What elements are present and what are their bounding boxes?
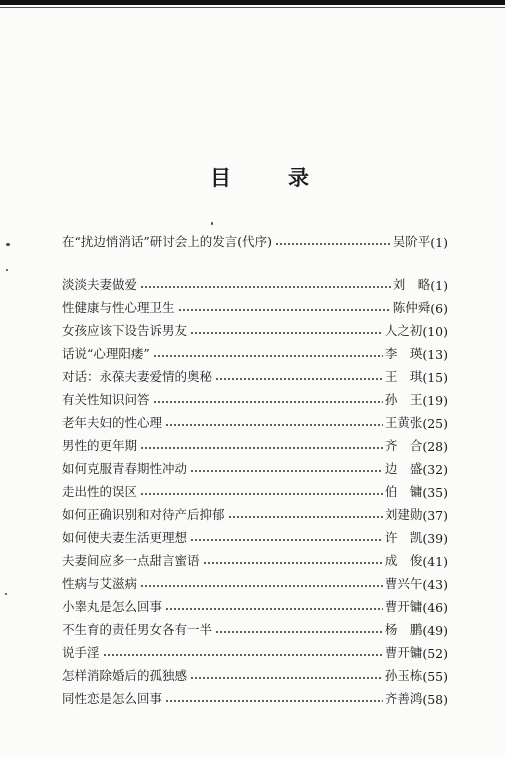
entry-author: 边 盛 xyxy=(384,461,423,476)
leader-dots xyxy=(203,561,383,565)
title-char-1: 目 xyxy=(210,166,232,190)
entry-author: 孙玉栋 xyxy=(384,668,423,683)
toc-entry xyxy=(62,501,448,523)
entry-page: (15) xyxy=(422,370,448,385)
entry-author: 齐 合 xyxy=(384,438,423,453)
toc-entry xyxy=(62,662,448,684)
entry-title: 走出性的误区 xyxy=(62,484,138,499)
toc-entry xyxy=(62,524,448,546)
entry-author: 刘 略 xyxy=(392,277,431,292)
entry-author: 王 琪 xyxy=(384,369,423,384)
entry-page: (32) xyxy=(422,462,448,477)
toc-entry xyxy=(62,317,448,339)
leader-dots xyxy=(275,242,391,246)
entry-title: 怎样消除婚后的孤独感 xyxy=(62,668,188,683)
entry-title: 在“扰边悄消话”研讨会上的发言(代序) xyxy=(62,234,273,249)
entry-title: 夫妻间应多一点甜言蜜语 xyxy=(62,553,200,568)
entry-page: (6) xyxy=(430,301,448,316)
entry-author: 曹兴午 xyxy=(384,576,423,591)
entry-title: 男性的更年期 xyxy=(62,438,138,453)
leader-dots xyxy=(165,607,383,611)
top-border-rule xyxy=(0,0,505,5)
leader-dots xyxy=(153,400,383,404)
scan-speck xyxy=(6,269,8,271)
scan-speck xyxy=(211,222,213,225)
entry-title: 不生育的责任男女各有一半 xyxy=(62,622,213,637)
entry-title: 小睾丸是怎么回事 xyxy=(62,599,163,614)
leader-dots xyxy=(190,331,383,335)
entry-title: 有关性知识问答 xyxy=(62,392,150,407)
toc-entry xyxy=(62,294,448,316)
entry-page: (49) xyxy=(422,623,448,638)
leader-dots xyxy=(190,538,383,542)
entry-page: (25) xyxy=(422,416,448,431)
entry-page: (1) xyxy=(430,278,448,293)
leader-dots xyxy=(140,584,383,588)
toc-entry xyxy=(62,432,448,454)
toc-entry xyxy=(62,639,448,661)
leader-dots xyxy=(190,469,383,473)
entry-author: 陈仲舜 xyxy=(392,300,431,315)
leader-dots xyxy=(140,446,383,450)
scan-speck xyxy=(6,243,10,246)
entry-author: 杨 鹏 xyxy=(384,622,423,637)
leader-dots xyxy=(215,630,383,634)
entry-page: (58) xyxy=(422,692,448,707)
entry-title: 性健康与性心理卫生 xyxy=(62,300,175,315)
entry-author: 成 俊 xyxy=(384,553,423,568)
leader-dots xyxy=(215,377,383,381)
entry-page: (55) xyxy=(422,669,448,684)
entry-title: 女孩应该下设告诉男友 xyxy=(62,323,188,338)
toc-entry xyxy=(62,593,448,615)
leader-dots xyxy=(165,423,383,427)
entry-title: 淡淡夫妻做爱 xyxy=(62,277,138,292)
entry-author: 孙 王 xyxy=(384,392,423,407)
entry-page: (35) xyxy=(422,485,448,500)
entry-title: 同性恋是怎么回事 xyxy=(62,691,163,706)
entry-title: 如何使夫妻生活更理想 xyxy=(62,530,188,545)
toc-entry xyxy=(62,478,448,500)
entry-author: 伯 镛 xyxy=(384,484,423,499)
entry-author: 曹开镛 xyxy=(384,599,423,614)
title-char-2: 录 xyxy=(288,166,310,190)
entry-title: 性病与艾滋病 xyxy=(62,576,138,591)
entry-title: 说手淫 xyxy=(62,645,100,660)
entry-page: (10) xyxy=(422,324,448,339)
entry-author: 王黄张 xyxy=(384,415,423,430)
entry-page: (13) xyxy=(422,347,448,362)
leader-dots xyxy=(178,308,391,312)
entry-page: (46) xyxy=(422,600,448,615)
entry-title: 话说“心理阳痿” xyxy=(62,346,150,361)
leader-dots xyxy=(140,285,391,289)
entry-page: (52) xyxy=(422,646,448,661)
entry-title: 对话：永葆夫妻爱情的奥秘 xyxy=(62,369,213,384)
entry-author: 李 瑛 xyxy=(384,346,423,361)
leader-dots xyxy=(153,354,383,358)
entry-author: 吴阶平 xyxy=(392,234,431,249)
entry-title: 如何正确识别和对待产后抑郁 xyxy=(62,507,225,522)
toc-entry xyxy=(62,386,448,408)
toc-entry xyxy=(62,271,448,293)
entry-author: 刘建勋 xyxy=(384,507,423,522)
entry-title: 老年夫妇的性心理 xyxy=(62,415,163,430)
entry-page: (1) xyxy=(430,235,448,250)
entry-author: 齐善鸿 xyxy=(384,691,423,706)
entry-author: 许 凯 xyxy=(384,530,423,545)
entry-page: (43) xyxy=(422,577,448,592)
toc-entry xyxy=(62,340,448,362)
entry-author: 人之初 xyxy=(384,323,423,338)
toc-entry xyxy=(62,685,448,707)
entry-title: 如何克服青春期性冲动 xyxy=(62,461,188,476)
entry-page: (39) xyxy=(422,531,448,546)
leader-dots xyxy=(228,515,383,519)
leader-dots xyxy=(190,676,383,680)
page-title xyxy=(210,162,310,192)
top-border-thin-rule xyxy=(0,7,505,8)
entry-page: (37) xyxy=(422,508,448,523)
leader-dots xyxy=(140,492,383,496)
entry-page: (28) xyxy=(422,439,448,454)
leader-dots xyxy=(165,699,383,703)
toc-entry xyxy=(62,570,448,592)
toc-entry xyxy=(62,547,448,569)
toc-entry xyxy=(62,409,448,431)
leader-dots xyxy=(103,653,383,657)
preface-entry xyxy=(62,228,448,250)
toc-entry xyxy=(62,616,448,638)
entry-page: (41) xyxy=(422,554,448,569)
scan-speck xyxy=(5,593,7,595)
toc-entry xyxy=(62,455,448,477)
toc-entry xyxy=(62,363,448,385)
entry-author: 曹开镛 xyxy=(384,645,423,660)
entry-page: (19) xyxy=(422,393,448,408)
